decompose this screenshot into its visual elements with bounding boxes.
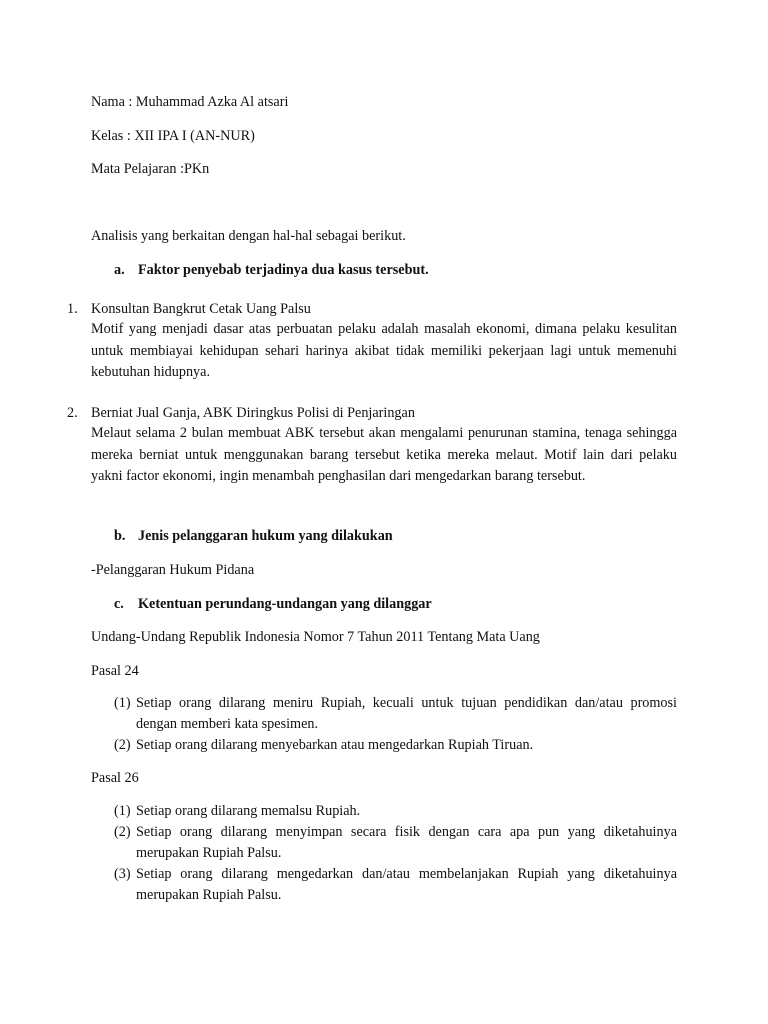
pasal-26-item-2-number: (2) — [114, 824, 131, 840]
law-title: Undang-Undang Republik Indonesia Nomor 7 Tahun 2011 Tentang Mata Uang — [91, 629, 540, 645]
pasal-24-title: Pasal 24 — [91, 663, 139, 679]
pasal-24-item-1-number: (1) — [114, 695, 131, 711]
subject: Mata Pelajaran :PKn — [91, 161, 210, 177]
pasal-26-item-3-text: Setiap orang dilarang mengedarkan dan/atau membelanjakan Rupiah yang diketahuinya merupakan Rupiah Palsu. — [136, 866, 677, 903]
student-name: Nama : Muhammad Azka Al atsari — [91, 94, 289, 110]
section-a-title: Faktor penyebab terjadinya dua kasus tersebut. — [138, 262, 429, 278]
student-class: Kelas : XII IPA I (AN-NUR) — [91, 128, 255, 144]
section-c-letter: c. — [114, 596, 124, 612]
item-1-body: Motif yang menjadi dasar atas perbuatan pelaku adalah masalah ekonomi, dimana pelaku kesulitan untuk membiayai kehidupan sehari harinya akibat tidak memiliki pekerjaan lagi untuk memenuhi kebutuhan hidupnya. — [91, 321, 677, 380]
pasal-26-item-1-number: (1) — [114, 803, 131, 819]
pasal-24-item-2-text: Setiap orang dilarang menyebarkan atau mengedarkan Rupiah Tiruan. — [136, 737, 534, 753]
item-2-title: Berniat Jual Ganja, ABK Diringkus Polisi di Penjaringan — [91, 405, 415, 421]
intro-text: Analisis yang berkaitan dengan hal-hal sebagai berikut. — [91, 228, 406, 244]
item-2-body: Melaut selama 2 bulan membuat ABK tersebut akan mengalami penurunan stamina, tenaga sehingga mereka berniat untuk menggunakan barang tersebut ketika mereka melaut. Motif lain dari pelaku yakni factor ekonomi, ingin menambah penghasilan dari mengedarkan barang tersebut. — [91, 425, 677, 484]
pasal-26-item-3-number: (3) — [114, 866, 131, 882]
item-1-title: Konsultan Bangkrut Cetak Uang Palsu — [91, 301, 311, 317]
pasal-24-item-2-number: (2) — [114, 737, 131, 753]
pasal-26-title: Pasal 26 — [91, 770, 139, 786]
section-b-title: Jenis pelanggaran hukum yang dilakukan — [138, 528, 393, 544]
pasal-26-item-2-text: Setiap orang dilarang menyimpan secara fisik dengan cara apa pun yang diketahuinya merupakan Rupiah Palsu. — [136, 824, 677, 861]
section-c-title: Ketentuan perundang-undangan yang dilanggar — [138, 596, 432, 612]
section-b-body: -Pelanggaran Hukum Pidana — [91, 562, 255, 578]
section-a-letter: a. — [114, 262, 125, 278]
item-1-number: 1. — [67, 301, 78, 317]
pasal-24-item-1-text: Setiap orang dilarang meniru Rupiah, kecuali untuk tujuan pendidikan dan/atau promosi dengan memberi kata spesimen. — [136, 695, 677, 732]
section-b-letter: b. — [114, 528, 126, 544]
pasal-26-item-1-text: Setiap orang dilarang memalsu Rupiah. — [136, 803, 361, 819]
item-2-number: 2. — [67, 405, 78, 421]
